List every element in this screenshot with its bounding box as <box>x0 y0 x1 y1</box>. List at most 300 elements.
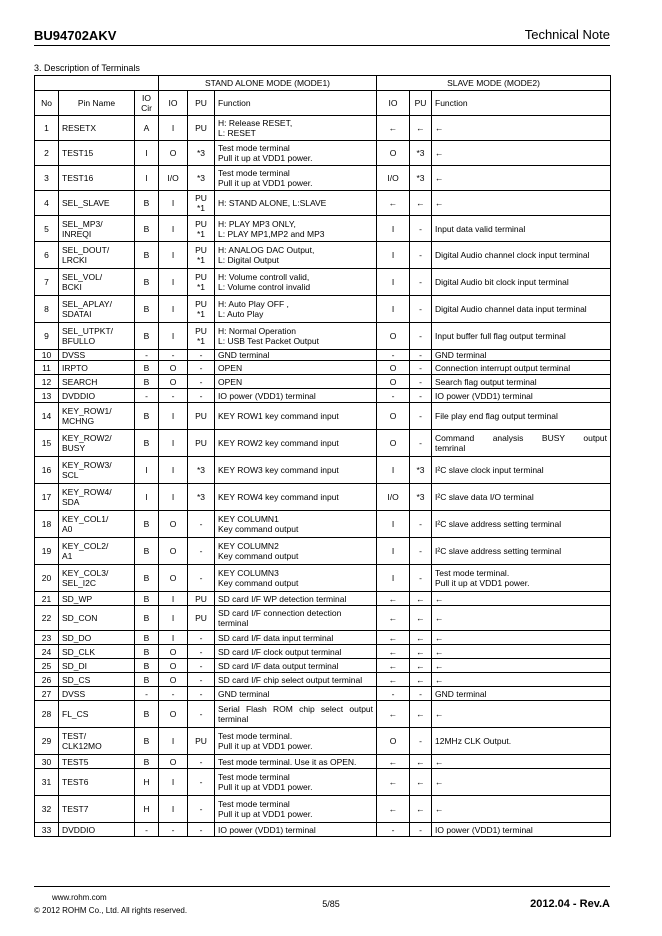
footer-divider <box>34 886 610 887</box>
cell-pin-name <box>59 350 135 361</box>
cell-io-mode2: ← <box>377 191 410 216</box>
cell-pin-name <box>59 538 135 565</box>
cell-function-line: Test mode terminal. Use it as OPEN. <box>218 756 357 767</box>
cell-pu <box>188 687 215 701</box>
cell-pu <box>188 755 215 769</box>
cell-pu-mode2: - <box>410 216 432 242</box>
cell-pu-mode2: - <box>410 361 432 375</box>
cell-pu <box>188 823 215 837</box>
cell-io-cir: B <box>135 269 159 296</box>
cell-no: 23 <box>35 631 59 645</box>
cell-function-line: SD card I/F connection detection <box>218 608 342 618</box>
cell-function-line: H: ANALOG DAC Output, <box>218 245 315 255</box>
cell-pin-name-line: DVSS <box>62 688 86 699</box>
cell-pin-name-line: DVDDIO <box>62 824 96 835</box>
table-row <box>35 769 611 796</box>
table-row <box>35 538 611 565</box>
cell-pu-line: - <box>199 350 203 360</box>
cell-io: - <box>159 687 188 701</box>
cell-no: 25 <box>35 659 59 673</box>
cell-io-cir: B <box>135 728 159 755</box>
cell-io-cir: B <box>135 673 159 687</box>
table-row <box>35 755 611 769</box>
cell-io: I <box>159 430 188 457</box>
cell-pin-name-line: BFULLO <box>62 336 96 346</box>
cell-io-mode2: ← <box>377 769 410 796</box>
cell-no: 19 <box>35 538 59 565</box>
cell-function-mode2 <box>432 323 611 350</box>
cell-function-line: KEY ROW4 key command input <box>218 492 339 502</box>
cell-io-cir: B <box>135 645 159 659</box>
cell-pu-line: *1 <box>196 255 206 265</box>
cell-no: 9 <box>35 323 59 350</box>
cell-function-line: GND terminal <box>218 350 270 360</box>
col-header-io-mode2: IO <box>377 91 410 116</box>
cell-pin-name-line: SD_CLK <box>62 646 96 657</box>
cell-function-line: Test mode terminal <box>218 168 290 178</box>
cell-pu-mode2: - <box>410 511 432 538</box>
cell-pu-mode2: - <box>410 403 432 430</box>
cell-io-mode2: I <box>377 457 410 484</box>
cell-pu-mode2: ← <box>410 755 432 769</box>
io-cir-line: Cir <box>141 103 152 113</box>
cell-function-line: L: Volume control invalid <box>218 282 311 292</box>
cell-function-line: SD card I/F WP detection terminal <box>218 593 347 604</box>
cell-pin-name-line: SCL <box>62 470 79 480</box>
cell-function-mode2 <box>432 701 611 728</box>
cell-pu-mode2: - <box>410 323 432 350</box>
cell-pu-line: *1 <box>196 336 206 346</box>
cell-no: 15 <box>35 430 59 457</box>
cell-function-mode2-line: ← <box>435 173 444 183</box>
cell-pu-mode2: ← <box>410 796 432 823</box>
table-row <box>35 116 611 141</box>
cell-pu-line: PU <box>195 613 207 623</box>
cell-function-line: H: Volume controll valid, <box>218 272 310 282</box>
col-header-pu: PU <box>188 91 215 116</box>
cell-io-mode2: - <box>377 350 410 361</box>
cell-io: O <box>159 141 188 166</box>
cell-io: I <box>159 323 188 350</box>
cell-io-mode2: O <box>377 361 410 375</box>
table-row <box>35 565 611 592</box>
cell-io-cir: B <box>135 606 159 631</box>
cell-no: 17 <box>35 484 59 511</box>
cell-pu-mode2: - <box>410 430 432 457</box>
cell-pu-mode2: ← <box>410 659 432 673</box>
cell-function-line: L: Digital Output <box>218 255 279 265</box>
cell-pu <box>188 323 215 350</box>
cell-pu <box>188 769 215 796</box>
cell-function <box>215 375 377 389</box>
cell-function <box>215 389 377 403</box>
cell-pu-line: PU <box>195 411 207 421</box>
cell-io: - <box>159 823 188 837</box>
cell-pu-mode2: - <box>410 350 432 361</box>
cell-no: 32 <box>35 796 59 823</box>
table-row <box>35 141 611 166</box>
cell-pin-name <box>59 645 135 659</box>
cell-io-mode2: ← <box>377 116 410 141</box>
cell-no: 10 <box>35 350 59 361</box>
cell-pu-line: - <box>199 519 203 529</box>
cell-io-mode2: I <box>377 216 410 242</box>
cell-function-line: SD card I/F data output terminal <box>218 660 339 671</box>
cell-function-mode2 <box>432 403 611 430</box>
cell-function-mode2-line: Input data valid terminal <box>435 223 526 234</box>
cell-pin-name <box>59 323 135 350</box>
cell-function-line: IO power (VDD1) terminal <box>218 390 316 401</box>
footer-url: www.rohm.com <box>52 893 107 902</box>
cell-pu <box>188 116 215 141</box>
cell-pin-name-line: SEL_MP3/ <box>62 218 103 229</box>
cell-pu-mode2: *3 <box>410 141 432 166</box>
cell-function-line: L: PLAY MP1,MP2 and MP3 <box>218 228 325 239</box>
cell-pu-line: PU <box>195 326 207 336</box>
cell-io: O <box>159 673 188 687</box>
cell-io-cir: - <box>135 350 159 361</box>
header-divider <box>34 45 610 46</box>
cell-function <box>215 796 377 823</box>
cell-function-mode2-line: I²C slave data I/O terminal <box>435 492 534 502</box>
cell-function-line: KEY ROW2 key command input <box>218 438 339 448</box>
cell-pin-name-line: TEST6 <box>62 777 89 787</box>
table-row <box>35 216 611 242</box>
col-header-pu-mode2: PU <box>410 91 432 116</box>
cell-function-mode2-line: GND terminal <box>435 688 487 699</box>
table-row <box>35 191 611 216</box>
cell-function-line: H: Normal Operation <box>218 326 296 336</box>
cell-pu-line: *1 <box>196 282 206 292</box>
cell-pu-mode2: - <box>410 823 432 837</box>
cell-pin-name-line: SDATAI <box>62 309 92 319</box>
cell-io-cir: B <box>135 701 159 728</box>
cell-function-mode2-line: Search flag output terminal <box>435 376 537 387</box>
cell-pin-name-line: LRCKI <box>62 255 88 265</box>
cell-function-line: L: RESET <box>218 128 256 138</box>
cell-pu-line: - <box>199 756 203 767</box>
cell-function-mode2-line: ← <box>435 777 444 787</box>
cell-function-line: Key command output <box>218 551 299 561</box>
cell-io: O <box>159 538 188 565</box>
cell-function <box>215 728 377 755</box>
cell-no: 20 <box>35 565 59 592</box>
cell-pin-name <box>59 269 135 296</box>
cell-io-mode2: O <box>377 728 410 755</box>
cell-pu <box>188 673 215 687</box>
cell-pin-name-line: KEY_ROW3/ <box>62 460 112 470</box>
cell-pin-name-line: KEY_ROW1/ <box>62 406 112 416</box>
cell-pu-line: PU <box>195 736 207 746</box>
table-row <box>35 484 611 511</box>
cell-function-mode2-line: ← <box>435 148 444 158</box>
cell-function-mode2-line: Command analysis BUSY output <box>435 433 608 443</box>
table-row <box>35 823 611 837</box>
cell-pin-name-line: CLK12MO <box>62 741 102 751</box>
cell-pin-name <box>59 389 135 403</box>
cell-pin-name-line: BCKI <box>62 282 82 292</box>
cell-pu <box>188 403 215 430</box>
cell-pin-name-line: KEY_COL2/ <box>62 541 109 551</box>
cell-io-cir: A <box>135 116 159 141</box>
cell-io-mode2: ← <box>377 755 410 769</box>
cell-pu-line: - <box>199 824 203 835</box>
cell-no: 30 <box>35 755 59 769</box>
cell-io-mode2: O <box>377 323 410 350</box>
cell-pu-line: - <box>199 709 203 719</box>
cell-io: I <box>159 296 188 323</box>
cell-function-line: Pull it up at VDD1 power. <box>218 809 313 819</box>
cell-function-mode2 <box>432 216 611 242</box>
cell-function <box>215 538 377 565</box>
cell-function <box>215 511 377 538</box>
cell-pin-name <box>59 687 135 701</box>
cell-function <box>215 361 377 375</box>
cell-function-mode2-line: ← <box>435 674 444 685</box>
cell-no: 18 <box>35 511 59 538</box>
cell-io: O <box>159 755 188 769</box>
cell-no: 3 <box>35 166 59 191</box>
cell-pin-name <box>59 242 135 269</box>
cell-function-mode2 <box>432 375 611 389</box>
table-row <box>35 430 611 457</box>
cell-io-mode2: I <box>377 565 410 592</box>
cell-function-mode2-line: Input buffer full flag output terminal <box>435 331 566 341</box>
footer-copyright: © 2012 ROHM Co., Ltd. All rights reserved. <box>34 906 188 915</box>
cell-pin-name-line: A1 <box>62 551 73 561</box>
cell-pin-name <box>59 166 135 191</box>
cell-pu-line: PU <box>195 123 207 133</box>
cell-pin-name-line: INREQI <box>62 228 92 239</box>
cell-io-mode2: O <box>377 403 410 430</box>
document-type: Technical Note <box>524 27 610 42</box>
cell-function-line: OPEN <box>218 376 243 387</box>
cell-pin-name-line: SEL_VOL/ <box>62 272 103 282</box>
table-column-header-row <box>35 91 611 116</box>
cell-function-mode2 <box>432 191 611 216</box>
cell-function-mode2-line: I²C slave clock input terminal <box>435 465 544 475</box>
cell-io-mode2: I/O <box>377 484 410 511</box>
cell-pu-line: *3 <box>196 173 206 183</box>
cell-pin-name-line: DVDDIO <box>62 390 96 401</box>
cell-io: O <box>159 375 188 389</box>
cell-function-line: KEY COLUMN2 <box>218 541 279 551</box>
table-group-header-row <box>35 76 611 91</box>
cell-io-mode2: I <box>377 538 410 565</box>
cell-pin-name <box>59 216 135 242</box>
mode2-header: SLAVE MODE (MODE2) <box>377 76 611 91</box>
cell-pu <box>188 592 215 606</box>
terminal-table <box>34 75 611 837</box>
cell-pu <box>188 191 215 216</box>
cell-io-cir: - <box>135 687 159 701</box>
cell-function <box>215 323 377 350</box>
cell-function-line: GND terminal <box>218 688 270 699</box>
cell-no: 27 <box>35 687 59 701</box>
cell-function <box>215 592 377 606</box>
table-row <box>35 631 611 645</box>
cell-pu-line: *1 <box>196 228 206 239</box>
cell-function <box>215 141 377 166</box>
cell-io-cir: B <box>135 323 159 350</box>
table-row <box>35 269 611 296</box>
cell-pu-mode2: *3 <box>410 484 432 511</box>
cell-function-mode2 <box>432 592 611 606</box>
cell-function-mode2-line: ← <box>435 804 444 814</box>
cell-function <box>215 769 377 796</box>
cell-io-cir: - <box>135 823 159 837</box>
cell-function-mode2 <box>432 755 611 769</box>
cell-function-mode2 <box>432 457 611 484</box>
cell-io-mode2: I <box>377 269 410 296</box>
cell-pu-mode2: ← <box>410 191 432 216</box>
cell-pu <box>188 538 215 565</box>
cell-pin-name <box>59 361 135 375</box>
cell-pu-line: - <box>199 632 203 643</box>
cell-no: 5 <box>35 216 59 242</box>
cell-pin-name-line: TEST/ <box>62 731 87 741</box>
cell-io: O <box>159 565 188 592</box>
col-header-io: IO <box>159 91 188 116</box>
cell-function <box>215 565 377 592</box>
cell-io-mode2: ← <box>377 659 410 673</box>
cell-no: 16 <box>35 457 59 484</box>
cell-pu <box>188 606 215 631</box>
cell-function <box>215 606 377 631</box>
table-row <box>35 511 611 538</box>
cell-function <box>215 457 377 484</box>
cell-pu-line: PU <box>195 299 207 309</box>
cell-no: 1 <box>35 116 59 141</box>
cell-no: 33 <box>35 823 59 837</box>
cell-pu <box>188 659 215 673</box>
cell-function-line: KEY ROW3 key command input <box>218 465 339 475</box>
document-model-number: BU94702AKV <box>34 28 117 43</box>
cell-io-mode2: - <box>377 389 410 403</box>
cell-io-cir: B <box>135 296 159 323</box>
cell-io: O <box>159 645 188 659</box>
cell-io-mode2: ← <box>377 592 410 606</box>
cell-pu-mode2: - <box>410 375 432 389</box>
table-row <box>35 403 611 430</box>
cell-io: I <box>159 769 188 796</box>
table-row <box>35 166 611 191</box>
cell-pu-line: PU <box>195 218 207 229</box>
cell-pin-name-line: RESETX <box>62 123 97 133</box>
col-header-no: No <box>35 91 59 116</box>
table-row <box>35 457 611 484</box>
table-row <box>35 375 611 389</box>
cell-io-mode2: ← <box>377 645 410 659</box>
cell-io: I <box>159 403 188 430</box>
cell-no: 13 <box>35 389 59 403</box>
cell-function-mode2 <box>432 166 611 191</box>
cell-pu <box>188 361 215 375</box>
cell-pu-line: *3 <box>196 492 206 502</box>
cell-pu <box>188 166 215 191</box>
cell-io: I <box>159 796 188 823</box>
cell-function-mode2-line: File play end flag output terminal <box>435 411 558 421</box>
cell-no: 4 <box>35 191 59 216</box>
cell-io-cir: B <box>135 565 159 592</box>
cell-io-cir: I <box>135 141 159 166</box>
cell-no: 6 <box>35 242 59 269</box>
cell-pin-name-line: KEY_COL1/ <box>62 514 109 524</box>
cell-pin-name-line: KEY_ROW2/ <box>62 433 112 443</box>
cell-function <box>215 687 377 701</box>
cell-pu-line: - <box>199 573 203 583</box>
table-row <box>35 701 611 728</box>
cell-pin-name <box>59 631 135 645</box>
cell-pin-name-line: DVSS <box>62 350 86 360</box>
cell-function-mode2-line: ← <box>435 613 444 623</box>
cell-io-cir: B <box>135 361 159 375</box>
cell-function <box>215 823 377 837</box>
cell-pin-name-line: FL_CS <box>62 709 89 719</box>
cell-io-cir: B <box>135 631 159 645</box>
cell-function <box>215 191 377 216</box>
cell-io: I <box>159 191 188 216</box>
cell-function <box>215 350 377 361</box>
cell-io-mode2: ← <box>377 606 410 631</box>
cell-function <box>215 673 377 687</box>
cell-function-line: Test mode terminal. <box>218 731 293 741</box>
cell-function-mode2 <box>432 511 611 538</box>
col-header-function-mode2: Function <box>432 91 611 116</box>
cell-function-mode2 <box>432 631 611 645</box>
cell-io-cir: B <box>135 659 159 673</box>
table-row <box>35 728 611 755</box>
cell-function-line: Test mode terminal <box>218 799 290 809</box>
cell-function-line: L: USB Test Packet Output <box>218 336 319 346</box>
cell-io-cir: B <box>135 755 159 769</box>
cell-pu-mode2: ← <box>410 769 432 796</box>
cell-pu-mode2: - <box>410 389 432 403</box>
cell-function <box>215 216 377 242</box>
cell-pin-name <box>59 430 135 457</box>
cell-function <box>215 631 377 645</box>
cell-io: I <box>159 484 188 511</box>
cell-io-mode2: I <box>377 296 410 323</box>
cell-pu <box>188 631 215 645</box>
cell-pu <box>188 350 215 361</box>
cell-pin-name-line: IRPTO <box>62 362 88 373</box>
col-header-function: Function <box>215 91 377 116</box>
cell-io: I <box>159 457 188 484</box>
mode1-header: STAND ALONE MODE (MODE1) <box>159 76 377 91</box>
cell-function-mode2 <box>432 769 611 796</box>
cell-function-line: Key command output <box>218 524 299 534</box>
cell-function-line: H: Release RESET, <box>218 118 293 128</box>
cell-io: - <box>159 350 188 361</box>
cell-io-mode2: O <box>377 141 410 166</box>
cell-io-mode2: ← <box>377 631 410 645</box>
cell-function <box>215 166 377 191</box>
cell-function <box>215 116 377 141</box>
cell-io-cir: I <box>135 457 159 484</box>
cell-pu-mode2: ← <box>410 645 432 659</box>
table-row <box>35 673 611 687</box>
cell-no: 21 <box>35 592 59 606</box>
cell-pin-name-line: SD_CS <box>62 674 91 685</box>
cell-function-mode2 <box>432 389 611 403</box>
cell-function-mode2-line: ← <box>435 123 444 133</box>
cell-function-mode2-line: ← <box>435 660 444 671</box>
cell-function-line: KEY ROW1 key command input <box>218 411 339 421</box>
cell-pu-mode2: ← <box>410 701 432 728</box>
cell-pu <box>188 269 215 296</box>
cell-io: I <box>159 728 188 755</box>
